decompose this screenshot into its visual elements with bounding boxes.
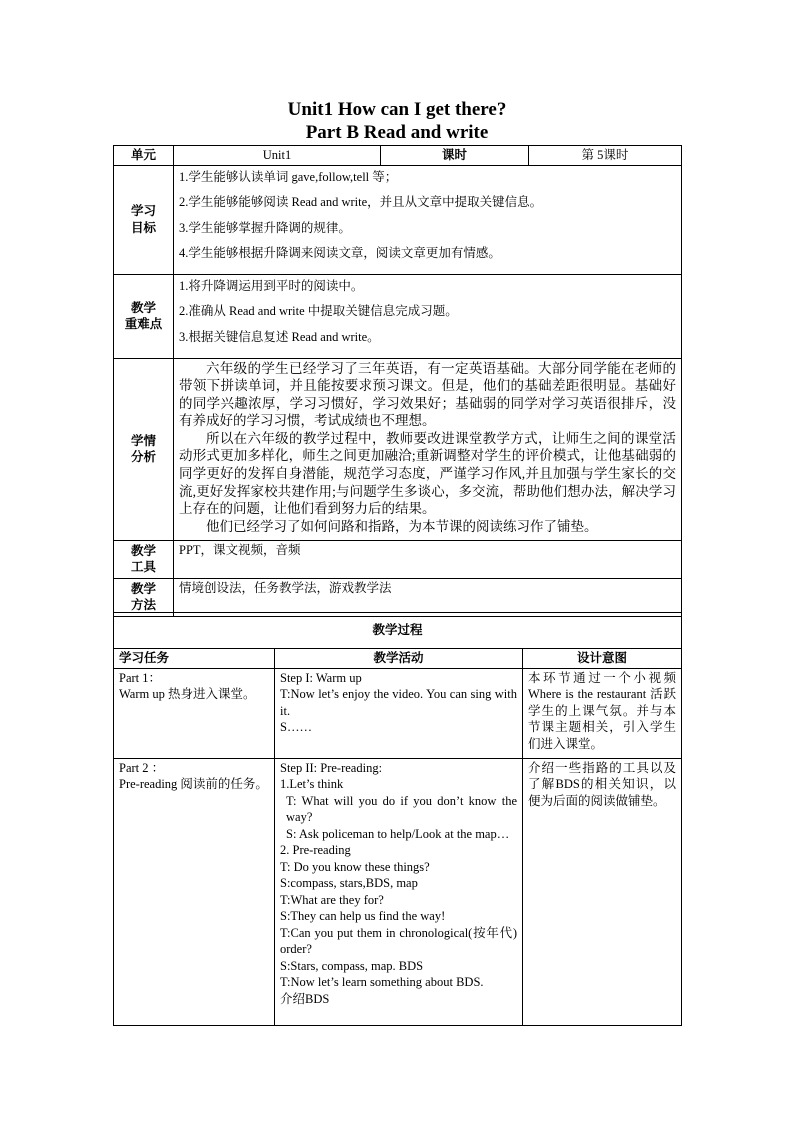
objective-item: 2.学生能够能够阅读 Read and write，并且从文章中提取关键信息。 [179,195,543,209]
period-value: 第 5课时 [529,146,682,166]
part2-intent: 介绍一些指路的工具以及了解BDS的相关知识，以便为后面的阅读做铺垫。 [523,758,682,1025]
unit-value: Unit1 [174,146,381,166]
key-points-content [174,274,682,358]
document-subtitle: Part B Read and write [305,122,489,143]
tools-value: PPT，课文视频，音频 [174,540,682,578]
part2-task-title: Part 2 ： [119,760,165,775]
col-header-task: 学习任务 [114,649,275,669]
analysis-label: 学情 分析 [114,358,174,540]
objectives-content [174,165,682,274]
part2-task [114,758,275,1025]
teaching-process-table [113,612,682,1026]
part1-task-title: Part 1： [119,670,162,685]
analysis-paragraph: 六年级的学生已经学习了三年英语，有一定英语基础。大部分同学能在老师的带领下拼读单词，并且能按要求预习课文。但是，他们的基础差距很明显。基础好的同学兴趣浓厚，学习习惯好，学习效果好；基础弱的同学对学习英语很排斥，没有养成好的学习习惯，考试成绩也不理想。 [179,360,676,429]
process-heading: 教学过程 [114,613,682,649]
methods-label: 教学 方法 [114,578,174,616]
col-header-intent: 设计意图 [523,649,682,669]
col-header-activity: 教学活动 [275,649,523,669]
objective-item: 4.学生能够根据升降调来阅读文章，阅读文章更加有情感。 [179,246,501,260]
unit-label: 单元 [114,146,174,166]
tools-label: 教学 工具 [114,540,174,578]
key-point-item: 1.将升降调运用到平时的阅读中。 [179,278,364,293]
part1-task [114,668,275,758]
analysis-paragraph: 他们已经学习了如何问路和指路，为本节课的阅读练习作了铺垫。 [206,518,598,534]
analysis-content [174,358,682,540]
objective-item: 1.学生能够认读单词 gave,follow,tell 等； [179,169,398,184]
key-points-label: 教学 重难点 [114,274,174,358]
part1-activity: Step I: Warm up T:Now let’s enjoy the video. You can sing with it. S…… [275,668,523,758]
objective-item: 3.学生能够掌握升降调的规律。 [179,220,351,235]
key-point-item: 3.根据关键信息复述 Read and write。 [179,329,380,344]
key-point-item: 2.准确从 Read and write 中提取关键信息完成习题。 [179,304,458,318]
period-label: 课时 [381,146,529,166]
objectives-label: 学习 目标 [114,165,174,274]
part2-task-desc: Pre-reading 阅读前的任务。 [119,777,268,791]
analysis-paragraph: 所以在六年级的教学过程中，教师要改进课堂教学方式，让师生之间的课堂活动形式更加多样化，师生之间更加融洽;重新调整对学生的评价模式，让他基础弱的同学更好的发挥自身潜能，规范学习态度，严谨学习作风,并且加强与学生家长的交流,更好发挥家校共建作用;与问题学生多谈心，多交流，帮助他们想办法，解决学习上存在的问题，让他们看到努力后的结果。 [179,430,676,517]
lesson-info-table [113,145,682,617]
part1-intent: 本环节通过一个小视频 Where is the restaurant 活跃学生的上课气氛。并与本节课主题相关，引入学生们进入课堂。 [523,668,682,758]
document-title: Unit1 How can I get there? [287,99,507,120]
methods-value: 情境创设法，任务教学法，游戏教学法 [174,578,682,616]
part2-activity: Step II: Pre-reading: 1.Let’s think T: What will you do if you don’t know the way? S: Ask policeman to help/Look at the map… 2. Pre-reading T: Do you know these things? S:compass, stars,BDS, map T:What are they for? S:They can help us find the way! T:Can you put them in chronological(按年代) order? S:Stars, compass, map. BDS T:Now let’s learn something about BDS. 介绍BDS [275,758,523,1025]
part1-task-desc: Warm up 热身进入课堂。 [119,687,256,701]
